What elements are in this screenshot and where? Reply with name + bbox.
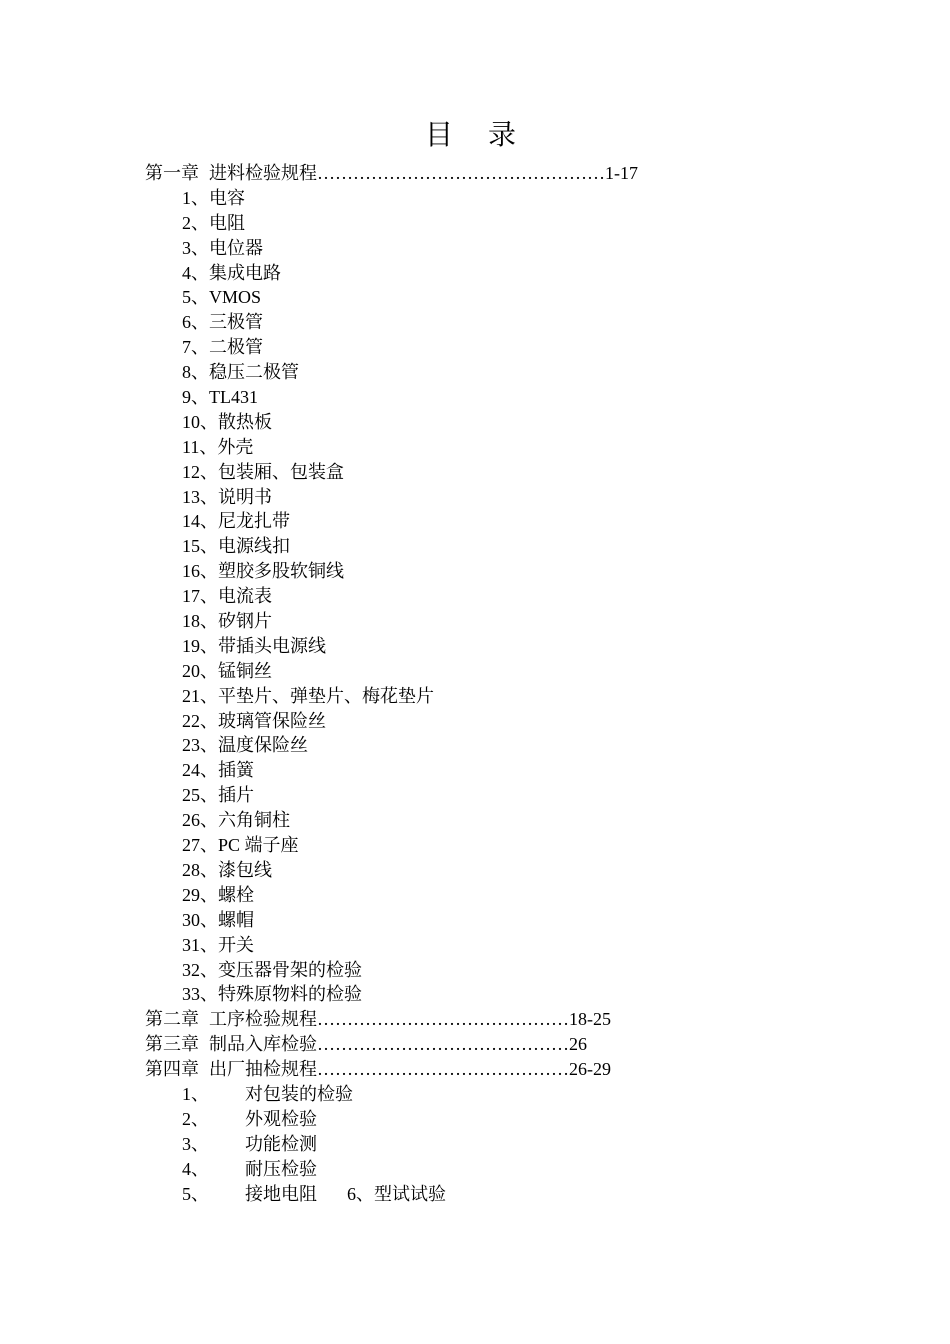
toc-chapter-2[interactable] (145, 1007, 845, 1032)
toc-chapter-1[interactable] (145, 161, 845, 186)
toc-item[interactable]: 6、三极管 (182, 312, 263, 333)
toc-item[interactable]: 28、漆包线 (182, 859, 272, 880)
toc-item[interactable]: 19、带插头电源线 (182, 635, 326, 656)
subitem-text: 接地电阻 (245, 1183, 317, 1204)
toc-item[interactable]: 23、温度保险丝 (182, 735, 308, 756)
subitem-text: 耐压检验 (245, 1158, 317, 1179)
subitem-number: 2、 (182, 1108, 209, 1129)
toc-item[interactable]: 8、稳压二极管 (182, 362, 299, 383)
toc-item[interactable]: 21、平垫片、弹垫片、梅花垫片 (182, 685, 434, 706)
toc-item[interactable]: 33、特殊原物料的检验 (182, 984, 362, 1005)
toc-item[interactable]: 22、玻璃管保险丝 (182, 710, 326, 731)
toc-item[interactable]: 7、二极管 (182, 337, 263, 358)
toc-item[interactable]: 4、集成电路 (182, 262, 281, 283)
toc-item[interactable]: 10、散热板 (182, 411, 272, 432)
toc-item[interactable]: 24、插簧 (182, 760, 254, 781)
subitem-number: 1、 (182, 1083, 209, 1104)
chapter-title: 出厂抽检规程 (209, 1059, 317, 1080)
toc-item[interactable]: 15、电源线扣 (182, 536, 290, 557)
page-title: 目 录 (424, 120, 530, 151)
subitem-number: 5、 (182, 1183, 209, 1204)
toc-item[interactable]: 27、PC 端子座 (182, 835, 299, 856)
chapter-number: 第二章 (145, 1009, 199, 1030)
toc-item[interactable]: 9、TL431 (182, 387, 258, 408)
chapter-title: 工序检验规程 (209, 1009, 317, 1030)
chapter-title: 进料检验规程 (209, 163, 317, 183)
leader-dots: …………………………………… (317, 1009, 569, 1030)
leader-dots: …………………………………… (317, 1034, 569, 1055)
toc-subitem[interactable] (145, 1082, 845, 1107)
subitem-number: 3、 (182, 1133, 209, 1154)
toc-item[interactable]: 32、变压器骨架的检验 (182, 959, 362, 980)
toc-item[interactable]: 12、包装厢、包装盒 (182, 461, 344, 482)
toc-chapter-4[interactable] (145, 1057, 845, 1082)
toc-subitem[interactable] (145, 1157, 845, 1182)
chapter-number: 第三章 (145, 1034, 199, 1055)
toc-item[interactable]: 16、塑胶多股软铜线 (182, 561, 344, 582)
toc-item[interactable]: 5、VMOS (182, 287, 262, 308)
chapter-pages: 26 (569, 1034, 587, 1055)
toc-item[interactable]: 31、开关 (182, 934, 254, 955)
subitem-number: 4、 (182, 1158, 209, 1179)
toc-item[interactable]: 14、尼龙扎带 (182, 511, 290, 532)
subitem-text: 功能检测 (245, 1133, 317, 1154)
toc-item[interactable]: 2、电阻 (182, 212, 245, 233)
subitem-extra: 6、型试试验 (347, 1183, 446, 1204)
subitem-text: 对包装的检验 (245, 1083, 353, 1104)
chapter-number: 第四章 (145, 1059, 199, 1080)
toc-item[interactable]: 3、电位器 (182, 237, 263, 258)
subitem-text: 外观检验 (245, 1108, 317, 1129)
toc-subitem[interactable] (145, 1132, 845, 1157)
toc-item[interactable]: 26、六角铜柱 (182, 810, 290, 831)
toc-item[interactable]: 1、电容 (182, 187, 245, 208)
toc-item[interactable]: 20、锰铜丝 (182, 660, 272, 681)
toc-item[interactable]: 11、外壳 (182, 436, 254, 457)
leader-dots: ………………………………………… (317, 163, 605, 183)
toc-item[interactable]: 30、螺帽 (182, 909, 254, 930)
chapter-title: 制品入库检验 (209, 1034, 317, 1055)
toc-chapter-3[interactable] (145, 1032, 845, 1057)
chapter-pages: 26-29 (569, 1059, 611, 1080)
toc-item[interactable]: 29、螺栓 (182, 884, 254, 905)
toc-subitem[interactable] (145, 1107, 845, 1132)
chapter-number: 第一章 (145, 163, 199, 183)
toc-item[interactable]: 17、电流表 (182, 586, 272, 607)
table-of-contents (145, 161, 845, 1206)
toc-item[interactable]: 18、矽钢片 (182, 611, 272, 632)
toc-item[interactable]: 13、说明书 (182, 486, 272, 507)
toc-subitem[interactable] (145, 1182, 845, 1207)
leader-dots: …………………………………… (317, 1059, 569, 1080)
toc-item[interactable]: 25、插片 (182, 785, 254, 806)
chapter-pages: 1-17 (605, 163, 638, 183)
chapter-pages: 18-25 (569, 1009, 611, 1030)
